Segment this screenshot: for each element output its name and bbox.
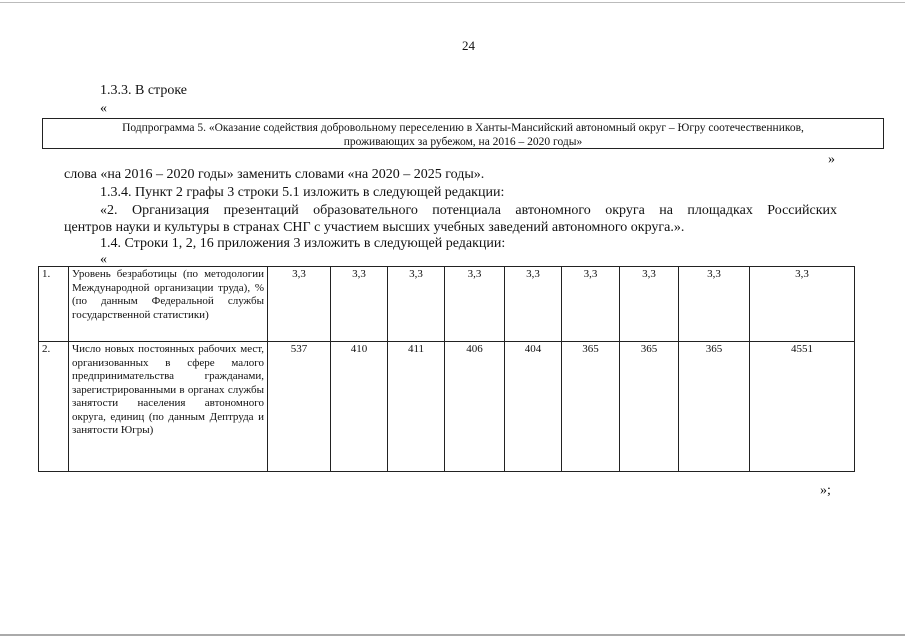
value-cell: 410 bbox=[331, 342, 388, 472]
end-quote: »; bbox=[820, 483, 831, 498]
value-cell: 404 bbox=[505, 342, 562, 472]
value-cell: 3,3 bbox=[331, 267, 388, 342]
page-number: 24 bbox=[462, 38, 475, 53]
opening-quote: « bbox=[100, 101, 107, 116]
value-cell: 3,3 bbox=[505, 267, 562, 342]
value-cell: 365 bbox=[620, 342, 679, 472]
value-cell: 3,3 bbox=[562, 267, 620, 342]
value-cell: 3,3 bbox=[620, 267, 679, 342]
opening-quote-2: « bbox=[100, 252, 107, 267]
indicators-table bbox=[38, 266, 855, 472]
value-cell: 3,3 bbox=[388, 267, 445, 342]
paragraph-1-4: 1.4. Строки 1, 2, 16 приложения 3 изложить в следующей редакции: bbox=[100, 236, 506, 251]
scan-edge-top bbox=[0, 2, 905, 3]
row-description: Уровень безработицы (по методологии Международной организации труда), % (по данным Федеральной службы государственной статистики) bbox=[69, 267, 268, 342]
subprogram-box bbox=[42, 118, 884, 149]
paragraph-replace-years: слова «на 2016 – 2020 годы» заменить словами «на 2020 – 2025 годы». bbox=[64, 167, 485, 182]
scan-edge-bottom bbox=[0, 634, 905, 636]
value-cell: 4551 bbox=[750, 342, 855, 472]
value-cell: 3,3 bbox=[679, 267, 750, 342]
table-row bbox=[39, 267, 855, 342]
subprogram-line-1: Подпрограмма 5. «Оказание содействия добровольному переселению в Ханты-Мансийский автономный округ – Югру соотечественников, bbox=[122, 122, 804, 134]
paragraph-1-3-4: 1.3.4. Пункт 2 графы 3 строки 5.1 изложить в следующей редакции: bbox=[100, 185, 505, 200]
value-cell: 406 bbox=[445, 342, 505, 472]
paragraph-item-2-line-2: центров науки и культуры в странах СНГ с участием высших учебных заведений автономного округа.». bbox=[64, 220, 685, 235]
row-index: 2. bbox=[39, 342, 69, 472]
value-cell: 3,3 bbox=[445, 267, 505, 342]
value-cell: 365 bbox=[562, 342, 620, 472]
subprogram-line-2: проживающих за рубежом, на 2016 – 2020 годы» bbox=[343, 136, 583, 148]
value-cell: 411 bbox=[388, 342, 445, 472]
paragraph-item-2-line-1: «2. Организация презентаций образовательного потенциала автономного округа на площадках Российских bbox=[100, 203, 837, 218]
value-cell: 3,3 bbox=[268, 267, 331, 342]
value-cell: 3,3 bbox=[750, 267, 855, 342]
value-cell: 537 bbox=[268, 342, 331, 472]
paragraph-1-3-3: 1.3.3. В строке bbox=[100, 83, 188, 98]
row-index: 1. bbox=[39, 267, 69, 342]
row-description: Число новых постоянных рабочих мест, организованных в сфере малого предпринимательства гражданами, зарегистрированными в органах службы занятости населения автономного округа, единиц (по данным Дептруда и занятости Югры) bbox=[69, 342, 268, 472]
closing-quote: » bbox=[828, 152, 835, 167]
value-cell: 365 bbox=[679, 342, 750, 472]
table-row bbox=[39, 342, 855, 472]
